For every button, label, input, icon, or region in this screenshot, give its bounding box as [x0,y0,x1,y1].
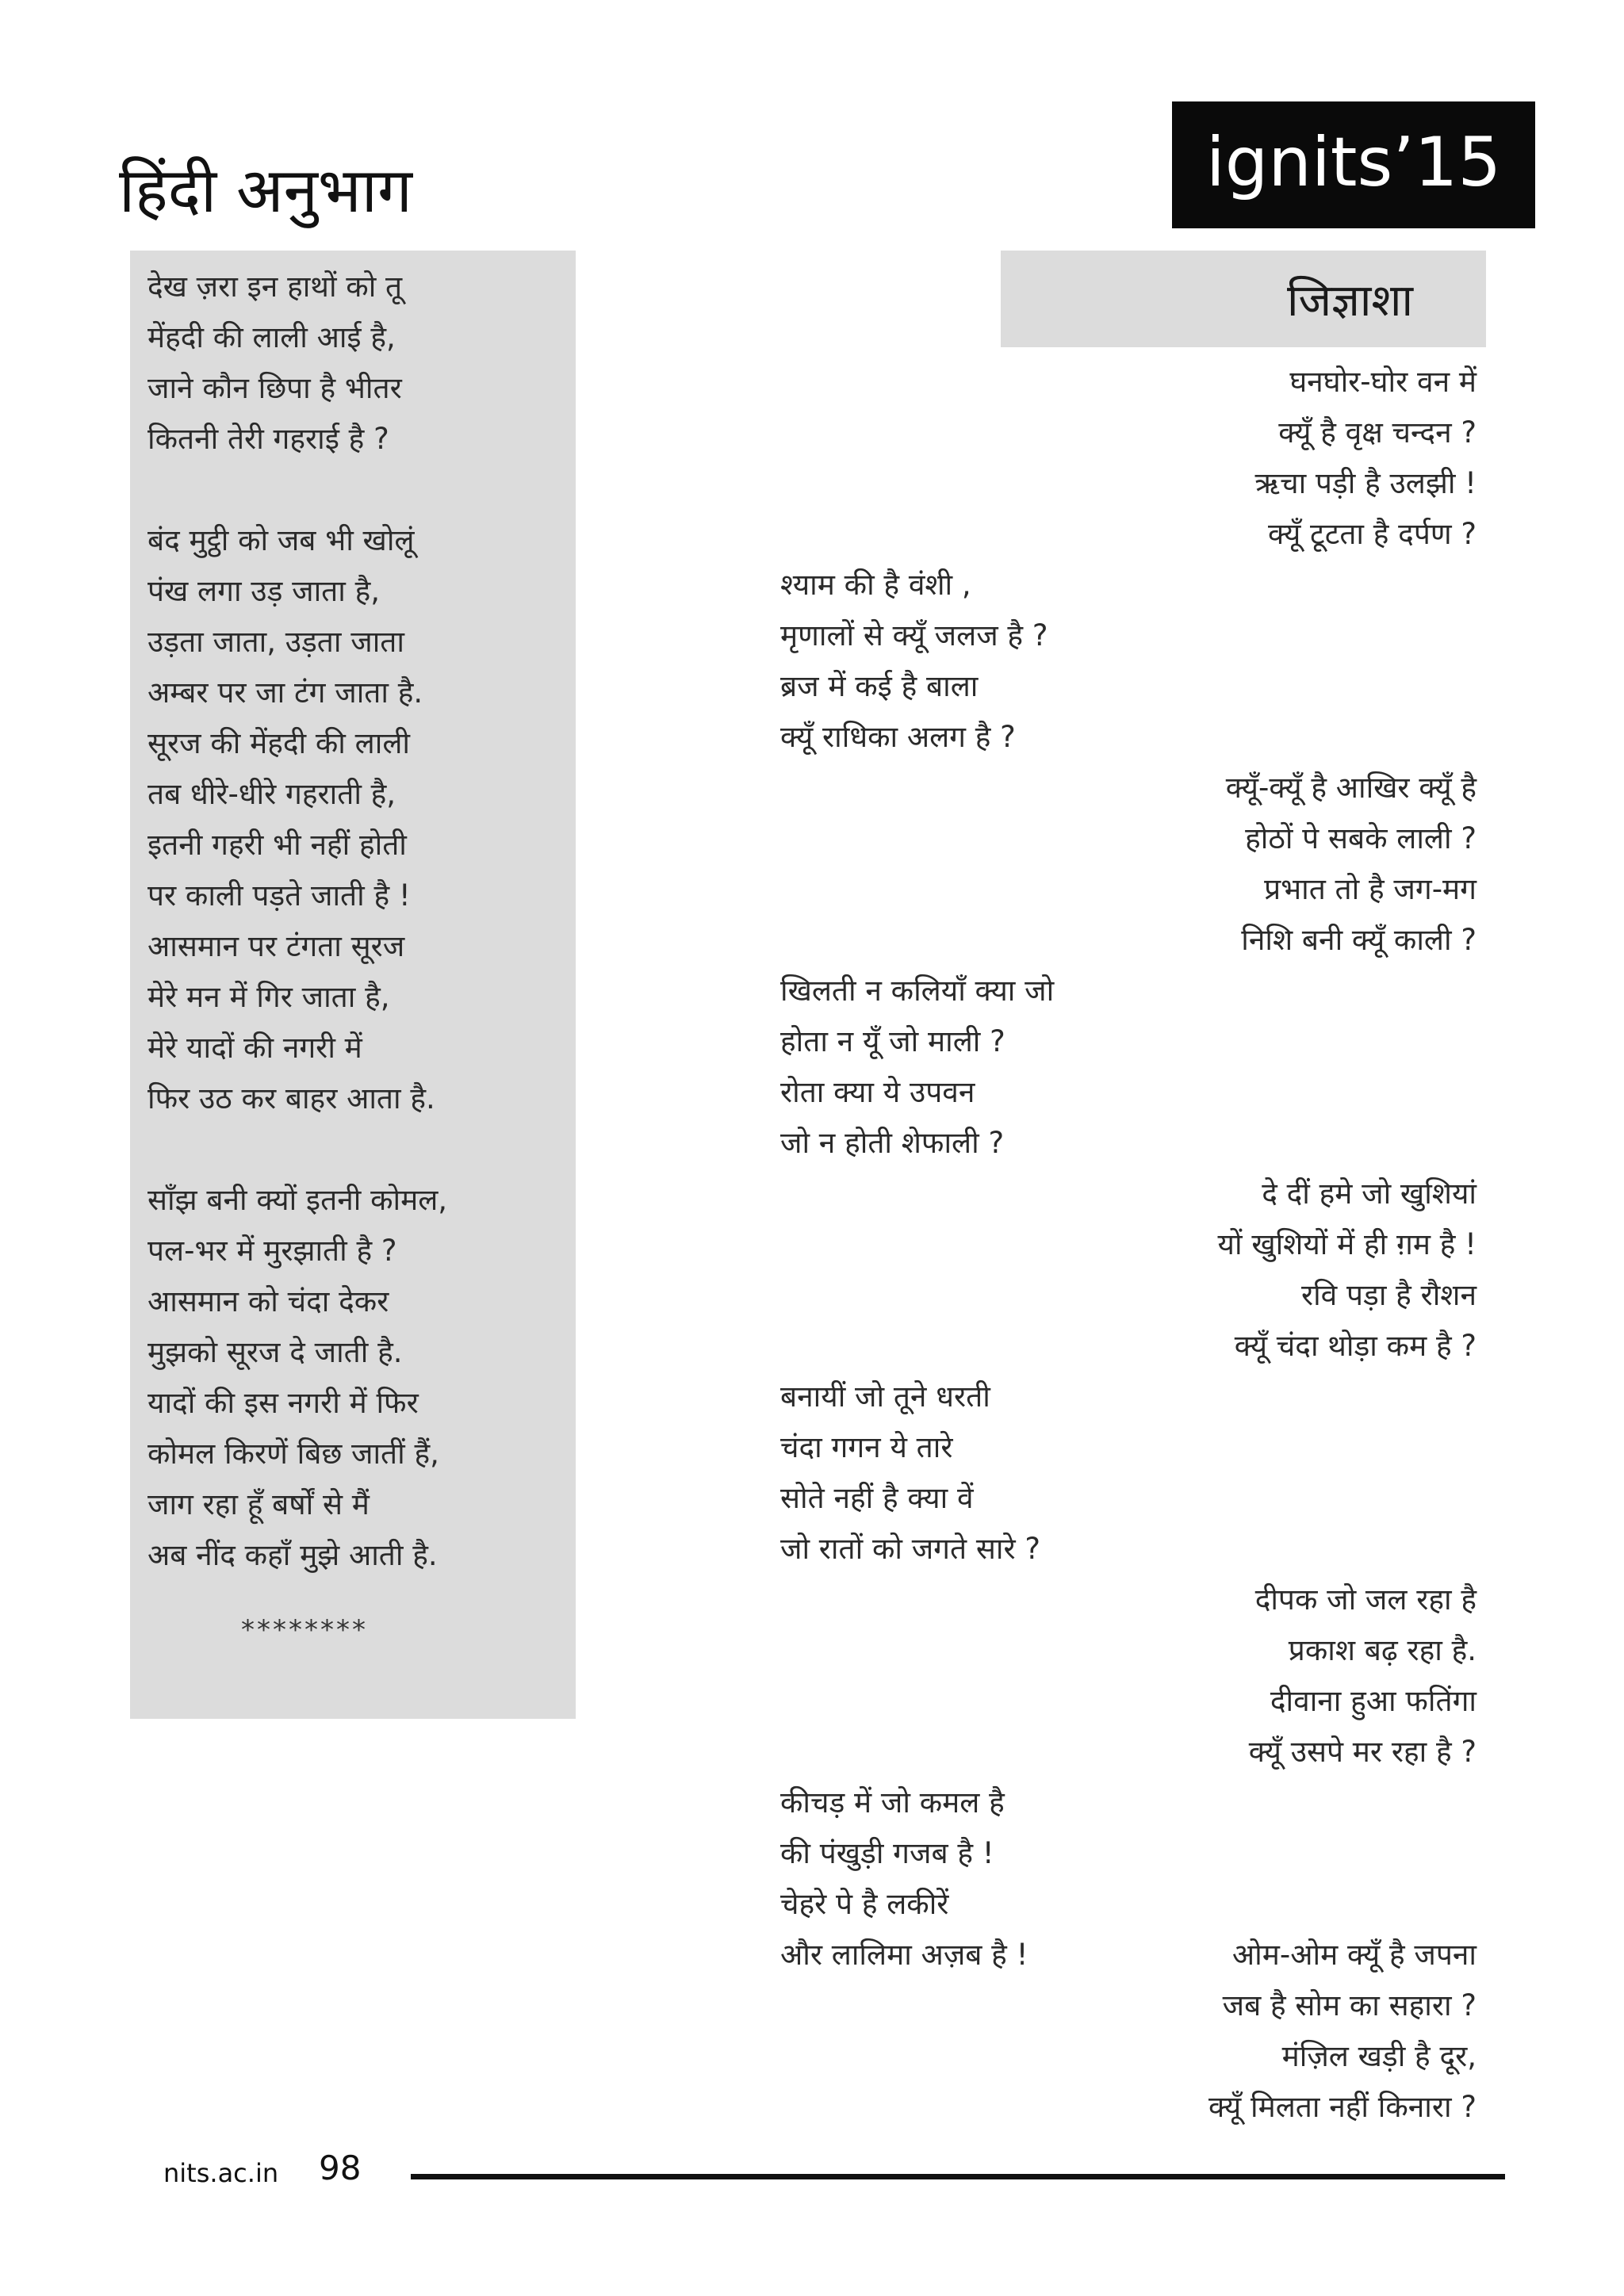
poem-line: बंद मुट्ठी को जब भी खोलूं [147,523,415,557]
poem-line: कीचड़ में जो कमल है [780,1785,1005,1820]
poem-line: चेहरे पे है लकीरें [780,1887,949,1921]
poem-line: उड़ता जाता, उड़ता जाता [147,625,404,659]
poem-line: निशि बनी क्यूँ काली ? [1241,923,1477,957]
poem-line: खिलती न कलियाँ क्या जो [780,974,1055,1008]
poem-line: दीपक जो जल रहा है [1254,1582,1477,1617]
stanza [1249,1575,1477,1777]
stanza-gap [147,465,576,515]
poem-line: ब्रज में कई है बाला [780,669,979,703]
poem-line: ओम-ओम क्यूँ है जपना [1231,1938,1477,1972]
poem-line: जाने कौन छिपा है भीतर [147,371,402,405]
poem-line: श्याम की है वंशी , [780,568,971,602]
poem-line: जो रातों को जगते सारे ? [780,1532,1040,1566]
poem-line: कितनी तेरी गहराई है ? [147,422,389,456]
poem-line: क्यूँ उसपे मर रहा है ? [1248,1735,1477,1769]
poem-line: पल-भर में मुरझाती है ? [147,1234,397,1268]
poem-title: जिज्ञाशा [1286,275,1413,327]
poem-line: प्रभात तो है जग-मग [1264,872,1477,906]
poem-line: रोता क्या ये उपवन [780,1075,975,1109]
magazine-brand: ignits’15 [1172,101,1535,228]
poem-line: क्यूँ टूटता है दर्पण ? [1268,517,1477,551]
poem-line: प्रकाश बढ़ रहा है. [1288,1633,1477,1667]
poem-line: क्यूँ चंदा थोड़ा कम है ? [1234,1329,1477,1363]
poem-line: फिर उठ कर बाहर आता है. [147,1081,435,1115]
stanza [780,1372,1040,1575]
poem-line: बनायीं जो तूने धरती [780,1380,990,1414]
stanza [147,515,576,1124]
stanza [1208,1930,1477,2133]
poem-line: मृणालों से क्यूँ जलज है ? [780,618,1048,652]
stanza [1226,763,1477,966]
poem-line: पर काली पड़ते जाती है ! [147,878,411,913]
poem-line: क्यूँ मिलता नहीं किनारा ? [1208,2090,1477,2124]
stanza [147,262,576,465]
stanza [780,966,1054,1169]
poem-line: घनघोर-घोर वन में [1289,365,1477,399]
poem-line: होठों पे सबके लाली ? [1245,821,1477,855]
poem-line: साँझ बनी क्यों इतनी कोमल, [147,1183,448,1217]
poem-line: आसमान पर टंगता सूरज [147,929,405,963]
poem-line: चंदा गगन ये तारे [780,1430,953,1464]
poem-line: मेरे मन में गिर जाता है, [147,980,390,1014]
footer-rule [411,2174,1505,2179]
poem-line: दे दीं हमे जो खुशियां [1262,1177,1477,1211]
poem-line: इतनी गहरी भी नहीं होती [147,828,407,862]
stanza-gap [147,1124,576,1175]
poem-line: कोमल किरणें बिछ जातीं हैं, [147,1437,439,1471]
poem-line: होता न यूँ जो माली ? [780,1024,1005,1058]
poem-title-box [1001,251,1486,347]
poem-line: पंख लगा उड़ जाता है, [147,574,381,608]
poem-line: और लालिमा अज़ब है ! [780,1938,1028,1972]
stanza [780,560,1048,763]
left-poem-panel [130,251,576,1719]
poem-line: अब नींद कहाँ मुझे आती है. [147,1538,438,1572]
poem-line: आसमान को चंदा देकर [147,1284,389,1318]
poem-line: क्यूँ है वृक्ष चन्दन ? [1278,415,1477,450]
poem-line: की पंखुड़ी गजब है ! [780,1836,994,1870]
stanza [780,1777,1028,1980]
poem-line: मुझको सूरज दे जाती है. [147,1335,403,1369]
stanza [1255,357,1477,560]
poem-line: सोते नहीं है क्या वें [780,1481,974,1515]
poem-line: सूरज की मेंहदी की लाली [147,726,410,760]
section-title: हिंदी अनुभाग [119,155,412,227]
poem-line: जो न होती शेफाली ? [780,1126,1005,1160]
poem-line: मेंहदी की लाली आई है, [147,320,396,354]
poem-line: ऋचा पड़ी है उलझी ! [1254,466,1477,500]
poem-line: जब है सोम का सहारा ? [1222,1988,1477,2022]
poem-line: मेरे यादों की नगरी में [147,1031,362,1065]
poem-line: तब धीरे-धीरे गहराती है, [147,777,396,811]
stanza [1218,1169,1477,1372]
stanza [147,1175,576,1581]
poem-line: जाग रहा हूँ बर्षों से मैं [147,1487,370,1521]
footer-site-url: nits.ac.in [163,2158,279,2188]
poem-line: यादों की इस नगरी में फिर [147,1386,419,1420]
page-number: 98 [319,2149,362,2187]
poem-line: क्यूँ राधिका अलग है ? [780,720,1016,754]
poem-line: देख ज़रा इन हाथों को तू [147,270,403,304]
poem-line: क्यूँ-क्यूँ है आखिर क्यूँ है [1225,771,1477,805]
poem-line: दीवाना हुआ फतिंगा [1270,1684,1477,1718]
poem-line: यों खुशियों में ही ग़म है ! [1217,1227,1477,1261]
poem-line: अम्बर पर जा टंग जाता है. [147,675,423,710]
section-divider-stars: ******** [241,1614,368,1646]
poem-line: रवि पड़ा है रौशन [1300,1278,1477,1312]
poem-line: मंज़िल खड़ी है दूर, [1281,2039,1477,2073]
